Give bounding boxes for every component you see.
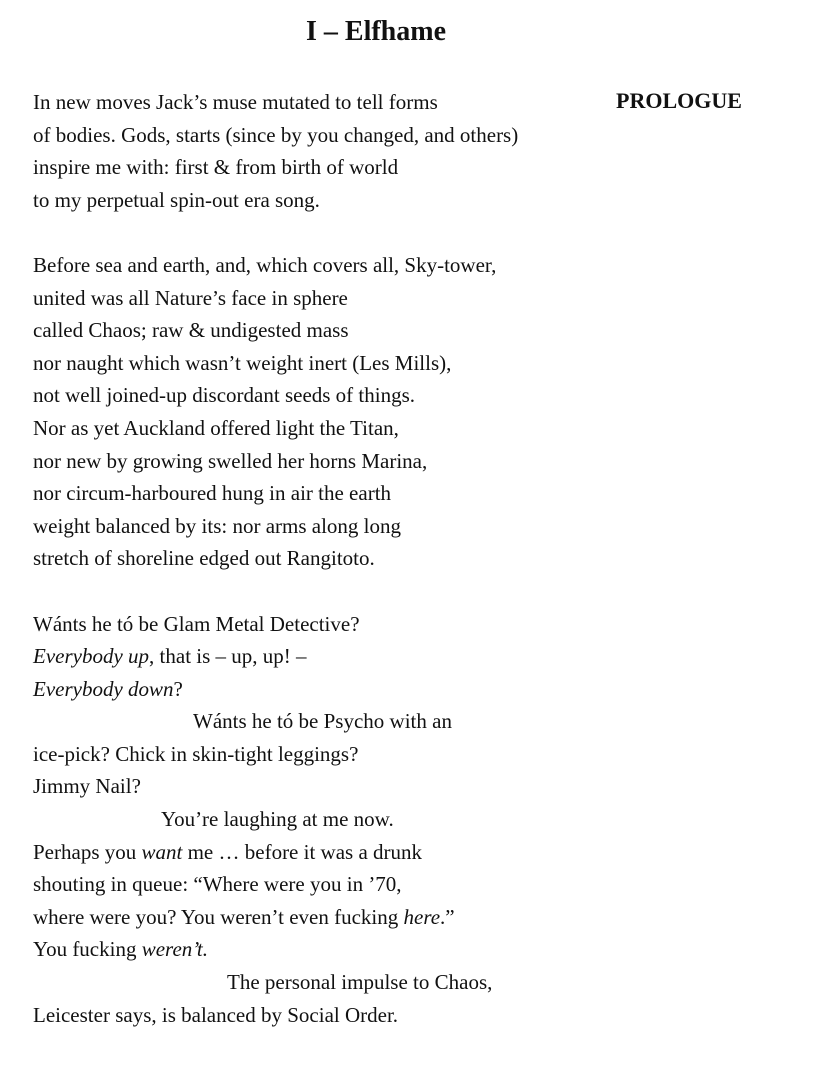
poem-line: not well joined-up discordant seeds of things. <box>33 383 416 408</box>
line-text: You fucking <box>33 937 142 962</box>
poem-line <box>33 640 633 673</box>
poem-line: Nor as yet Auckland offered light the Titan, <box>33 415 399 440</box>
poem-line: of bodies. Gods, starts (since by you changed, and others) <box>33 122 519 147</box>
line-text: Perhaps you <box>33 839 142 864</box>
poem-line: nor naught which wasn’t weight inert (Les Mills), <box>33 350 452 375</box>
line-text: ? <box>173 676 183 701</box>
poem-line <box>33 901 633 934</box>
poem-line: Jimmy Nail? <box>33 774 141 799</box>
poem-line: nor circum-harboured hung in air the earth <box>33 481 392 506</box>
section-label: PROLOGUE <box>616 88 742 113</box>
poem-line: to my perpetual spin-out era song. <box>33 187 320 212</box>
italic-phrase: Everybody down <box>33 676 174 701</box>
stanza-break <box>33 575 633 608</box>
poem-line: weight balanced by its: nor arms along long <box>33 513 402 538</box>
poem-line-indented: You’re laughing at me now. <box>161 807 394 832</box>
poem-line: stretch of shoreline edged out Rangitoto. <box>33 546 375 571</box>
italic-phrase: Everybody up <box>33 644 150 669</box>
page-title: I – Elfhame <box>306 16 446 47</box>
poem-line: inspire me with: first & from birth of world <box>33 155 399 180</box>
line-text: me … before it was a drunk <box>182 839 423 864</box>
poem-line: nor new by growing swelled her horns Marina, <box>33 448 428 473</box>
poem-line: united was all Nature’s face in sphere <box>33 285 348 310</box>
line-text: where were you? You weren’t even fucking <box>33 904 404 929</box>
poem-line: called Chaos; raw & undigested mass <box>33 318 349 343</box>
poem-line: Leicester says, is balanced by Social Order. <box>33 1002 399 1027</box>
italic-phrase: here <box>403 904 441 929</box>
poem-line-indented: Wánts he tó be Psycho with an <box>193 709 452 734</box>
poem-line: shouting in queue: “Where were you in ’70, <box>33 872 402 897</box>
poem-line <box>33 933 633 966</box>
italic-phrase: want <box>141 839 183 864</box>
poem-line <box>33 673 633 706</box>
stanza-break <box>33 216 633 249</box>
line-text: .” <box>440 904 455 929</box>
poem-line <box>33 836 633 869</box>
italic-phrase: weren’t. <box>141 937 209 962</box>
poem-line: Before sea and earth, and, which covers all, Sky-tower, <box>33 252 497 277</box>
poem-line-indented: The personal impulse to Chaos, <box>227 970 493 995</box>
line-text: , that is – up, up! – <box>149 644 307 669</box>
poem-line: In new moves Jack’s muse mutated to tell forms <box>33 90 438 114</box>
poem-line: ice-pick? Chick in skin-tight leggings? <box>33 741 359 766</box>
poem-body <box>33 86 633 1031</box>
poem-line: Wánts he tó be Glam Metal Detective? <box>33 611 360 636</box>
